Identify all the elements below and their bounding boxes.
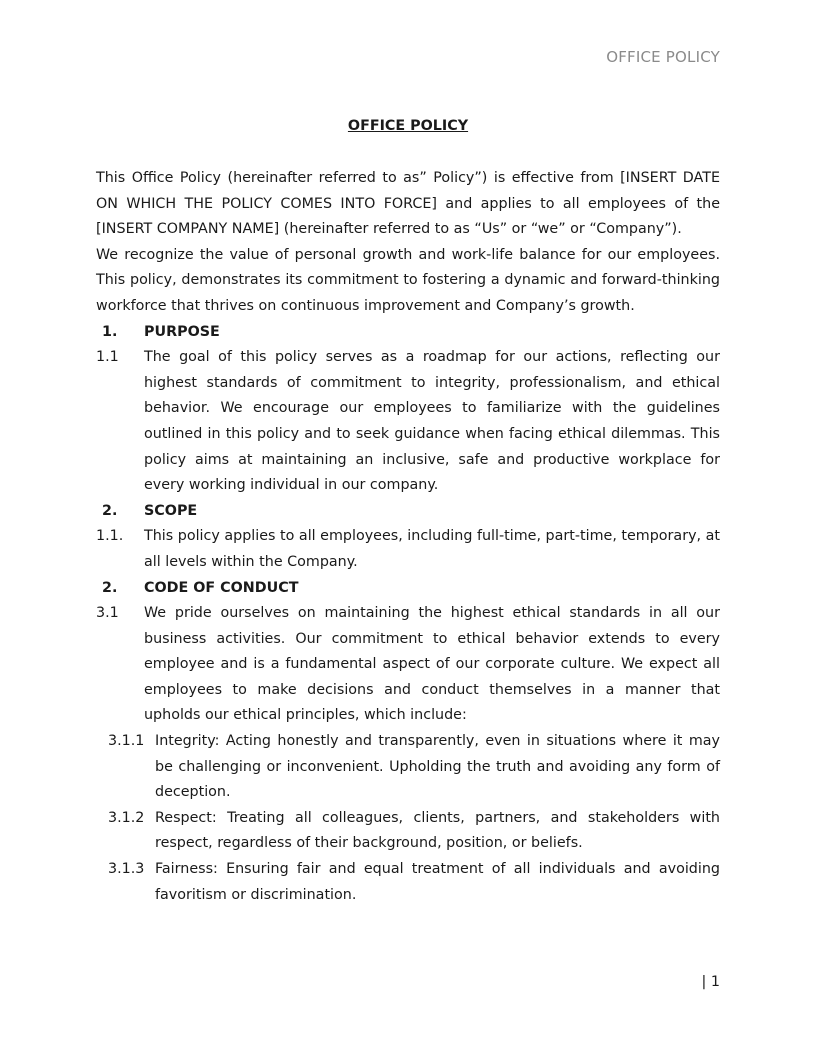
section-number: 2. xyxy=(102,579,118,596)
clause xyxy=(96,601,720,729)
sub-clause-text: Respect: Treating all colleagues, clients, partners, and stakeholders with respect, regardless of their background, position, or beliefs. xyxy=(155,809,720,852)
clause-text: The goal of this policy serves as a roadmap for our actions, reflecting our highest standards of commitment to integrity, professionalism, and ethical behavior. We encourage our employees to familiarize with the guidelines outlined in this policy and to seek guidance when facing ethical dilemmas. This policy aims at maintaining an inclusive, safe and productive workplace for every working individual in our company. xyxy=(144,349,720,494)
intro-paragraph: This Office Policy (hereinafter referred to as” Policy”) is effective from [INSERT DATE ON WHICH THE POLICY COMES INTO FORCE] and applies to all employees of the [INSERT COMPANY NAME] (hereinafter referred to as “Us” or “we” or “Company”). xyxy=(96,170,720,238)
intro-paragraph: We recognize the value of personal growth and work-life balance for our employees. This policy, demonstrates its commitment to fostering a dynamic and forward-thinking workforce that thrives on continuous improvement and Company’s growth. xyxy=(96,246,720,314)
document-title: OFFICE POLICY xyxy=(347,118,469,134)
clause xyxy=(96,345,720,499)
sub-clause-number: 3.1.3 xyxy=(108,861,145,878)
clause-text: This policy applies to all employees, including full-time, part-time, temporary, at all levels within the Company. xyxy=(144,528,720,570)
section-heading-code-of-conduct xyxy=(96,576,720,602)
clause-number: 1.1. xyxy=(96,528,124,545)
section-title: PURPOSE xyxy=(144,323,220,340)
section-number: 2. xyxy=(102,502,118,519)
section-title: CODE OF CONDUCT xyxy=(144,579,299,596)
clause xyxy=(96,524,720,575)
document-body xyxy=(96,115,720,908)
clause-text: We pride ourselves on maintaining the highest ethical standards in all our business activities. Our commitment to ethical behavior extends to every employee and is a fundamental aspect of our corporate culture. We expect all employees to make decisions and conduct themselves in a manner that upholds our ethical principles, which include: xyxy=(144,605,720,724)
section-title: SCOPE xyxy=(144,502,198,519)
sub-clause xyxy=(96,806,720,857)
sub-clause xyxy=(96,857,720,908)
section-heading-purpose xyxy=(96,320,720,346)
section-heading-scope xyxy=(96,499,720,525)
clause-number: 3.1 xyxy=(96,605,119,622)
sub-clause-text: Integrity: Acting honestly and transparently, even in situations where it may be challenging or inconvenient. Upholding the truth and avoiding any form of deception. xyxy=(155,733,720,801)
page-number: | 1 xyxy=(701,974,720,990)
sub-clause xyxy=(96,729,720,806)
sub-clause-text: Fairness: Ensuring fair and equal treatment of all individuals and avoiding favoritism or discrimination. xyxy=(155,861,720,903)
running-header: OFFICE POLICY xyxy=(606,48,720,66)
sub-clause-number: 3.1.1 xyxy=(108,733,145,750)
section-number: 1. xyxy=(102,323,118,340)
sub-clause-number: 3.1.2 xyxy=(108,809,145,826)
clause-number: 1.1 xyxy=(96,349,119,366)
